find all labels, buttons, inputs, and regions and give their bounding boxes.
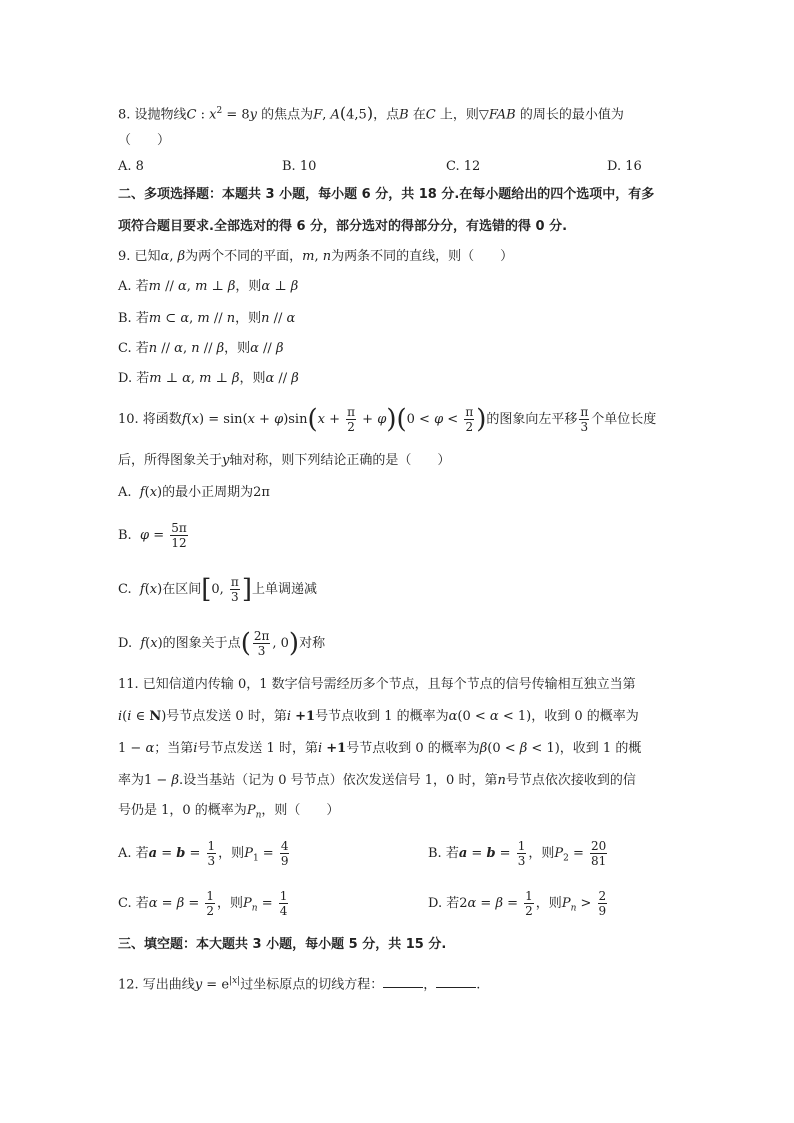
q11-line1: 11. 已知信道内传输 0，1 数字信号需经历多个节点，且每个节点的信号传输相互独立当第 (118, 677, 636, 692)
q8-option-d[interactable]: D. 16 (607, 159, 642, 174)
q10-stem: 10. 将函数f(x) = sin(x + φ)sin(x + $\frac{\pi}{2}$ + φ)(0 < φ < $\frac{\pi}{2}$ )的图象向左平移 $\frac{\pi}{3}$ 个单位长度 (118, 404, 657, 435)
q10-option-d[interactable]: D. f(x)的图象关于点( $\frac{2\pi}{3}$ , 0)对称 (118, 628, 326, 659)
q10-option-c[interactable]: C. f(x)在区间[0, $\frac{\pi}{3}$ ]上单调递减 (118, 574, 317, 605)
q8-stem-b: 的焦点为 (261, 107, 314, 123)
section3-heading: 三、填空题：本大题共 3 小题，每小题 5 分，共 15 分. (118, 937, 447, 952)
q8-stem-f: 的周长的最小值为 (519, 107, 624, 123)
q11-line2: i(i ∈ N)号节点发送 0 时，第i +1号节点收到 1 的概率为α(0 < α < 1)，收到 0 的概率为 (118, 709, 639, 724)
q9-stem-b: 为两个不同的平面， (185, 249, 303, 264)
section2-heading-line1: 二、多项选择题：本题共 3 小题，每小题 6 分，共 18 分.在每小题给出的四个选项中，有多 (118, 187, 655, 202)
q8-option-a[interactable]: A. 8 (118, 159, 144, 174)
q9-option-b[interactable]: B. 若m ⊂ α, m // n，则n // α (118, 311, 296, 326)
q10-option-a[interactable]: A. f(x)的最小正周期为2π (118, 485, 270, 500)
q9-stem: 9. 已知α, β为两个不同的平面，m, n为两条不同的直线，则（ ） (118, 249, 514, 264)
q12-blank-2[interactable] (436, 975, 476, 988)
q9-stem-c: 为两条不同的直线，则（ ） (331, 249, 514, 264)
q11-option-c[interactable]: C. 若α = β = $\frac{1}{2}$ ，则$P_n$ = $\frac{1}{4}$ (118, 889, 288, 918)
q8-stem-a: 8. 设抛物线 (118, 107, 187, 123)
q11-option-a[interactable]: A. 若a = b = $\frac{1}{3}$ ，则$P_1$ = $\frac{4}{9}$ (118, 839, 289, 868)
q11-line3: 1 − α；当第i号节点发送 1 时，第i +1号节点收到 0 的概率为β(0 < β < 1)，收到 1 的概 (118, 741, 642, 756)
q9-stem-a: 9. 已知 (118, 249, 161, 264)
q9-option-d[interactable]: D. 若m ⊥ α, m ⊥ β，则α // β (118, 371, 299, 386)
q8-stem-d: 在 (412, 107, 426, 123)
q11-line4: 率为1 − β.设当基站（记为 0 号节点）依次发送信号 1，0 时，第n号节点依次接收到的信 (118, 773, 636, 788)
q12-blank-1[interactable] (383, 975, 423, 988)
q8-stem-e: 上，则 (439, 107, 479, 123)
q11-option-d[interactable]: D. 若2α = β = $\frac{1}{2}$ ，则$P_n$ > $\frac{2}{9}$ (428, 889, 607, 918)
q12-stem: 12. 写出曲线$y = e^{|x|}$过坐标原点的切线方程： ， . (118, 976, 481, 993)
q10-stem-line2: 后，所得图象关于y轴对称，则下列结论正确的是（ ） (118, 453, 451, 468)
q9-option-c[interactable]: C. 若n // α, n // β，则α // β (118, 341, 284, 356)
q8-stem: 8. 设抛物线C : $x^2 = 8y$ 的焦点为F, A(4,5)，点B 在C 上，则▽FAB 的周长的最小值为 (118, 103, 624, 123)
q10-option-b[interactable]: B. φ = $\frac{5\pi}{12}$ (118, 521, 187, 550)
section2-heading-line2: 项符合题目要求.全部选对的得 6 分，部分选对的得部分分，有选错的得 0 分. (118, 219, 568, 234)
q8-option-b[interactable]: B. 10 (282, 159, 317, 174)
q11-line5: 号仍是 1，0 的概率为$P_n$，则（ ） (118, 803, 340, 821)
q8-stem-c: ，点 (373, 107, 400, 123)
q11-option-b[interactable]: B. 若a = b = $\frac{1}{3}$ ，则$P_2$ = $\frac{20}{81}$ (428, 839, 607, 868)
q8-paren: （ ） (118, 133, 171, 148)
q9-option-a[interactable]: A. 若m // α, m ⊥ β，则α ⊥ β (118, 279, 299, 294)
q8-option-c[interactable]: C. 12 (446, 159, 481, 174)
